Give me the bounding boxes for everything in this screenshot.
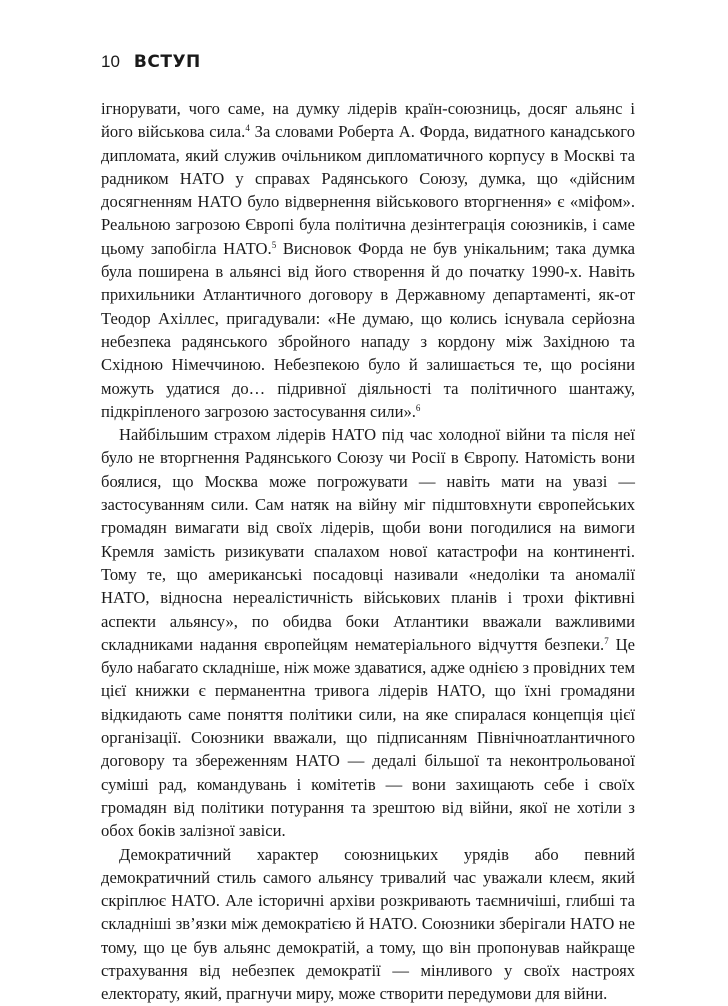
footnote-ref-4[interactable]: 4 bbox=[245, 123, 250, 134]
text-segment: Найбільшим страхом лідерів НАТО під час холодної війни та після неї було не вторгнення Радянського Союзу чи Росії в Європу. Натомість вони боялися, що Москва може погрожувати — навіть мати на увазі — застосуванням сили. Сам натяк на війну міг підштовхнути європейських громадян вимагати від своїх лідерів, щоби вони погодилися на вимоги Кремля замість ризикувати спалахом нової катастрофи на континенті. Тому те, що американські посадовці називали «недоліки та аномалії НАТО, відносна нереалістичність військових планів і трохи фіктивні аспекти альянсу», по обидва боки Атлантики вважали важливими складниками надання європейцям нематеріального відчуття безпеки. bbox=[101, 425, 635, 654]
text-segment: Це було набагато складніше, ніж може здаватися, адже однією з провідних тем цієї книжки є перманентна тривога лідерів НАТО, що їхні громадяни відкидають саме поняття політики сили, на яке спиралася концепція цієї організації. Союзники вважали, що підписанням Північноатлантичного договору та збереженням НАТО — дедалі більшої та неконтрольованої суміші рад, командувань і комітетів — вони захищають себе і своїх громадян від політики потурання та зрештою від війни, якої не хотіли з обох боків залізної завіси. bbox=[101, 634, 635, 841]
footnote-ref-5[interactable]: 5 bbox=[271, 239, 277, 250]
paragraph-2 bbox=[101, 423, 635, 842]
page-number: 10 bbox=[101, 52, 120, 71]
body-text bbox=[101, 97, 635, 1006]
text-segment: ігнорувати, чого саме, на думку лідерів країн-союзниць, досяг альянс і його військова сила. bbox=[101, 99, 635, 142]
footnote-ref-6[interactable]: 6 bbox=[415, 402, 421, 413]
paragraph-3 bbox=[101, 843, 635, 1006]
section-title: ВСТУП bbox=[133, 52, 201, 72]
running-header bbox=[101, 52, 201, 72]
text-segment: За словами Роберта А. Форда, видатного канадського дипломата, який служив очільником дипломатичного корпусу в Москві та радником НАТО у справах Радянського Союзу, думка, що «дійсним досягненням НАТО було відвернення військового вторгнення» є «міфом». Реальною загрозою Європі була політична дезінтеграція союзників, і саме цьому запобігла НАТО. bbox=[101, 122, 635, 258]
text-segment: Висновок Форда не був унікальним; така думка була поширена в альянсі від його створення й до початку 1990-х. Навіть прихильники Атлантичного договору в Державному департаменті, як-от Теодор Ахіллес, пригадували: «Не думаю, що колись існувала серйозна небезпека радянського збройного нападу з кордону між Західною та Східною Німеччиною. Небезпекою було й залишається те, що росіяни можуть удатися до… підривної діяльності та політичного шантажу, підкріпленого загрозою застосування сили». bbox=[101, 238, 635, 421]
text-segment: Демократичний характер союзницьких урядів або певний демократичний стиль самого альянсу тривалий час уважали клеєм, який скріплює НАТО. Але історичні архіви розкривають таємничіші, глибші та складніші зв’язки між демократією й НАТО. Союзники зберігали НАТО не тому, що це був альянс демократій, а тому, що він пропонував найкраще страхування від небезпек демократії — мінливого у своїх настроях електорату, який, прагнучи миру, може створити передумови для війни. bbox=[101, 844, 635, 1004]
footnote-ref-7[interactable]: 7 bbox=[604, 635, 609, 646]
paragraph-1 bbox=[101, 97, 635, 423]
